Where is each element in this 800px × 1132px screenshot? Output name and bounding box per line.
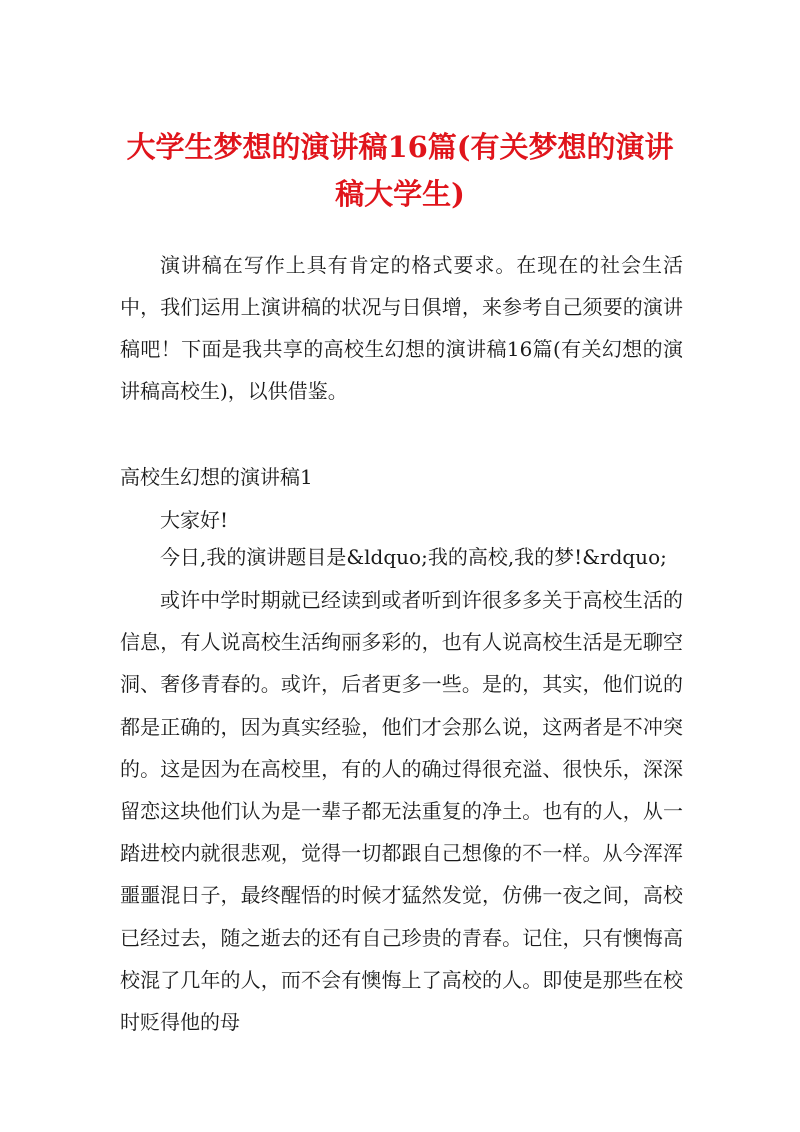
speech-topic-line: 今日,我的演讲题目是&ldquo;我的高校,我的梦!&rdquo; [160, 545, 667, 569]
section-heading: 高校生幻想的演讲稿1 [120, 465, 313, 489]
document-title: 大学生梦想的演讲稿16篇(有关梦想的演讲稿大学生) [126, 130, 674, 211]
body-paragraph: 或许中学时期就已经读到或者听到许很多多关于高校生活的信息，有人说高校生活绚丽多彩的，也有人说高校生活是无聊空洞、奢侈青春的。或许，后者更多一些。是的，其实，他们说的都是正确的，因为真实经验，他们才会那么说，这两者是不冲突的。这是因为在高校里，有的人的确过得很充溢、很快乐，深深留恋这块他们认为是一辈子都无法重复的净土。也有的人，从一踏进校内就很悲观，觉得一切都跟自己想像的不一样。从今浑浑噩噩混日子，最终醒悟的时候才猛然发觉，仿佛一夜之间，高校已经过去，随之逝去的还有自己珍贵的青春。记住，只有懊悔高校混了几年的人，而不会有懊悔上了高校的人。即使是那些在校时贬得他的母 [120, 588, 683, 1035]
greeting-line: 大家好! [160, 508, 229, 532]
intro-paragraph: 演讲稿在写作上具有肯定的格式要求。在现在的社会生活中，我们运用上演讲稿的状况与日俱增，来参考自己须要的演讲稿吧！下面是我共享的高校生幻想的演讲稿16篇(有关幻想的演讲稿高校生)，以供借鉴。 [120, 253, 683, 403]
